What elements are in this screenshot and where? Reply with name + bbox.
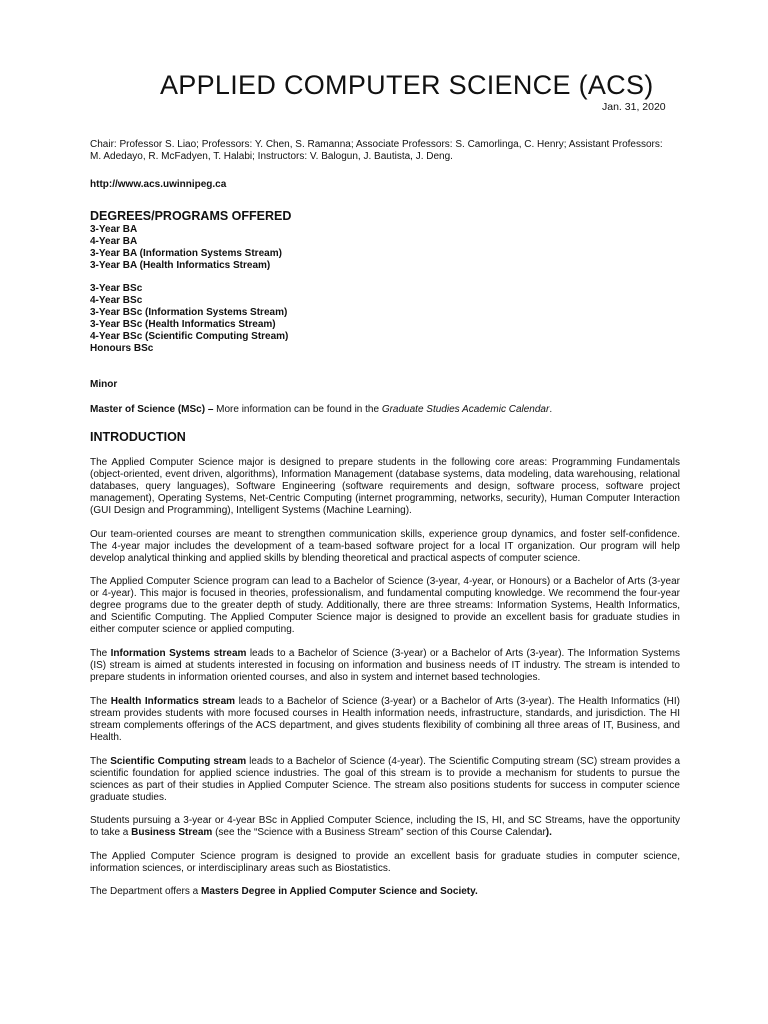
intro-paragraph-2: Our team-oriented courses are meant to strengthen communication skills, experience group dynamics, and foster self-confidence. The 4-year major includes the development of a team-based software project for a local IT organization. Our program will help develop analytical thinking and applied skills by blending theoretical and practical aspects of computer science. — [90, 529, 680, 564]
graduate-calendar-reference: Graduate Studies Academic Calendar — [381, 404, 550, 415]
degree-item: 4-Year BSc (Scientific Computing Stream) — [90, 331, 289, 342]
intro-paragraph-1: The Applied Computer Science major is designed to prepare students in the following core areas: Programming Fundamentals (object-oriented, event driven, algorithms), Information Management (database systems, data modeling, data warehousing, relational databases, query languages), Software Engineering (software requirements and design, software process, software project management), Operating Systems, Net-Centric Computing (internet programming, networks, security), Human Computer Interaction (GUI Design and Programming), Intelligent Systems (Machine Learning). — [90, 457, 680, 516]
is-pre: The — [90, 648, 111, 659]
degree-item: 4-Year BA — [90, 236, 138, 247]
sc-stream-name: Scientific Computing stream — [110, 756, 247, 767]
msc-info — [90, 404, 680, 416]
introduction-heading: INTRODUCTION — [90, 430, 186, 444]
sc-pre: The — [90, 756, 111, 767]
is-post: leads to a Bachelor of Science (3-year) or a Bachelor of Arts (3-year). The Information Systems (IS) stream is aimed at students interested in focusing on information and business needs of IT industry. The stream is intended to prepare students in information oriented courses, and also in system and internet based technologies. — [90, 648, 680, 683]
business-stream-paragraph — [90, 815, 680, 839]
page-title: APPLIED COMPUTER SCIENCE (ACS) — [160, 70, 654, 100]
hi-post: leads to a Bachelor of Science (3-year) or a Bachelor of Arts (3-year). The Health Informatics (HI) stream provides students with more focused courses in Health information needs, infrastructure, standards, and jurisdiction. The HI stream complements offerings of the ACS department, and gives students flexibility of combining all three areas of IT, Business, and Health. — [90, 696, 680, 743]
degree-item: 3-Year BSc (Information Systems Stream) — [90, 307, 288, 318]
degree-item: 3-Year BA (Information Systems Stream) — [90, 248, 282, 259]
business-stream-name: Business Stream — [131, 827, 213, 838]
degree-item: Honours BSc — [90, 343, 154, 354]
department-website-link[interactable]: http://www.acs.uwinnipeg.ca — [90, 179, 227, 190]
msc-end: . — [549, 404, 553, 415]
website-row — [90, 179, 680, 191]
bsc-degree-list — [90, 283, 680, 355]
intro-paragraph-3: The Applied Computer Science program can lead to a Bachelor of Science (3-year, 4-year, or Honours) or a Bachelor of Arts (3-year or 4-year). This major is focused in theories, professionalism, and fundamental computing knowledge. We recommend the four-year degree programs due to the greater depth of study. Additionally, there are three streams: Information Systems, Health Informatics, and Scientific Computing. The Applied Computer Science major is designed to provide an excellent basis for graduate studies in either computer science or applied computing. — [90, 576, 680, 635]
masters-degree-paragraph — [90, 886, 680, 898]
msc-text: More information can be found in the — [213, 404, 382, 415]
graduate-basis-paragraph: The Applied Computer Science program is designed to provide an excellent basis for graduate studies in computer science, information sciences, or interdisciplinary areas such as Biostatistics. — [90, 851, 680, 874]
masters-degree-name: Masters Degree in Applied Computer Science and Society. — [200, 886, 478, 897]
degree-item: 4-Year BSc — [90, 295, 143, 306]
document-date: Jan. 31, 2020 — [602, 101, 666, 113]
degree-item: 3-Year BA (Health Informatics Stream) — [90, 260, 271, 271]
sc-post: leads to a Bachelor of Science (4-year). The Scientific Computing stream (SC) stream provides a scientific foundation for applied science industries. The goal of this stream is to provide a mechanism for students to pursue the sciences as part of their studies in Applied Computer Science. The stream also positions students for success in computer science graduate studies. — [90, 756, 681, 803]
msc-label: Master of Science (MSc) – — [90, 404, 214, 415]
degree-item: 3-Year BSc (Health Informatics Stream) — [90, 319, 276, 330]
hi-stream-name: Health Informatics stream — [110, 696, 236, 707]
faculty-line-2: M. Adedayo, R. McFadyen, T. Halabi; Instructors: V. Balogun, J. Bautista, J. Deng. — [90, 151, 453, 162]
degree-item: 3-Year BSc — [90, 283, 143, 294]
degrees-heading: DEGREES/PROGRAMS OFFERED — [90, 209, 292, 223]
health-informatics-paragraph — [90, 696, 680, 744]
hi-pre: The — [90, 696, 111, 707]
ba-degree-list — [90, 224, 680, 272]
is-stream-name: Information Systems stream — [110, 648, 247, 659]
bs-pre: Students pursuing a 3-year or 4-year BSc in Applied Computer Science, including the IS, HI, and SC Streams, have the opportunity to take a — [90, 815, 680, 838]
bs-post: (see the “Science with a Business Stream” section of this Course Calendar — [212, 827, 546, 838]
faculty-list — [90, 139, 680, 163]
degree-item: 3-Year BA — [90, 224, 138, 235]
faculty-line-1: Chair: Professor S. Liao; Professors: Y. Chen, S. Ramanna; Associate Professors: S. Camorlinga, C. Henry; Assistant Professors: — [90, 139, 663, 150]
masters-pre: The Department offers a — [90, 886, 201, 897]
scientific-computing-paragraph — [90, 756, 680, 804]
information-systems-paragraph — [90, 648, 680, 684]
bs-end: ). — [545, 827, 552, 838]
minor-label: Minor — [90, 379, 118, 390]
